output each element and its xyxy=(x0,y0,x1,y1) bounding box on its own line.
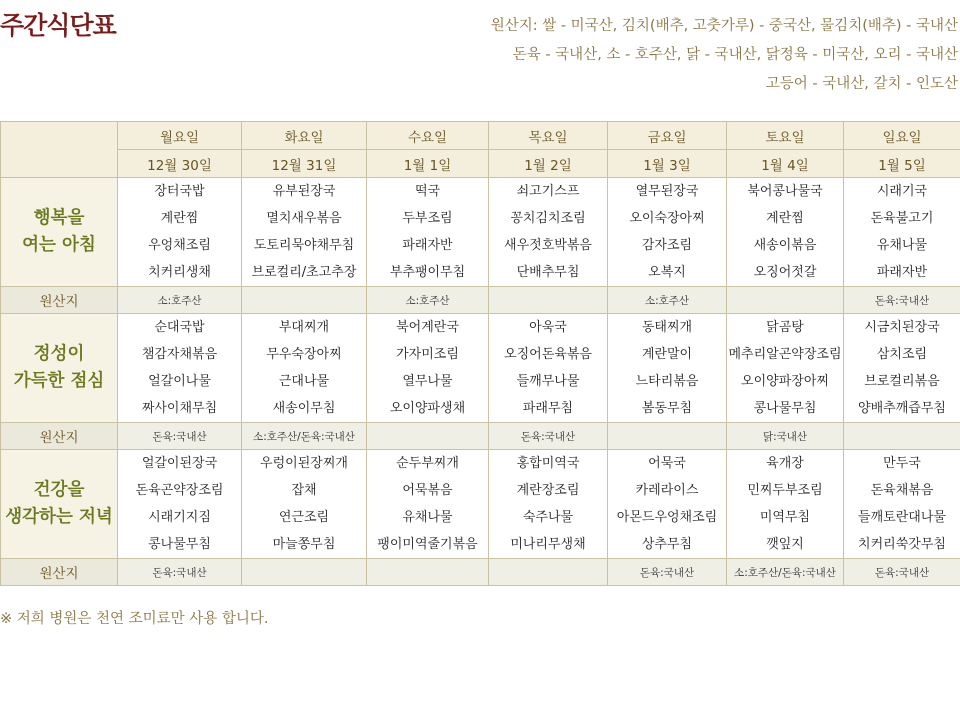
menu-cell xyxy=(242,178,367,287)
menu-item: 봄동무침 xyxy=(641,401,693,416)
menu-cell xyxy=(727,314,844,423)
meal-label-line: 가득한 점심 xyxy=(13,371,105,391)
menu-cell xyxy=(367,314,489,423)
menu-cell xyxy=(844,450,960,559)
origin-label: 원산지 xyxy=(1,287,118,314)
menu-item: 깻잎지 xyxy=(766,537,804,552)
origin-cell: 소:호주산 xyxy=(118,287,242,314)
origin-cell: 돈육:국내산 xyxy=(844,287,960,314)
menu-item: 계란장조림 xyxy=(516,483,580,498)
origin-cell xyxy=(367,423,489,450)
origin-cell xyxy=(727,287,844,314)
menu-item: 브로컬리볶음 xyxy=(864,374,940,389)
menu-item: 열무나물 xyxy=(402,374,453,389)
menu-item: 멸치새우볶음 xyxy=(266,211,342,226)
date-header: 1월 2일 xyxy=(489,150,608,178)
menu-item: 삼치조림 xyxy=(876,347,928,362)
origin-info-line: 원산지: 쌀 - 미국산, 김치(배추, 고춧가루) - 중국산, 물김치(배추) - 국내산 xyxy=(490,18,958,34)
menu-cell xyxy=(608,314,727,423)
menu-item: 들깨무나물 xyxy=(516,374,580,389)
date-header: 12월 30일 xyxy=(118,150,242,178)
menu-item: 상추무침 xyxy=(641,537,693,552)
date-header: 12월 31일 xyxy=(242,150,367,178)
meal-label-line: 건강을 xyxy=(33,480,85,500)
menu-cell xyxy=(727,450,844,559)
menu-item: 무우숙장아찌 xyxy=(266,347,342,362)
menu-item: 순대국밥 xyxy=(154,320,205,335)
menu-cell xyxy=(489,314,608,423)
menu-cell xyxy=(844,314,960,423)
menu-item: 새송이볶음 xyxy=(753,238,817,253)
origin-row xyxy=(1,559,960,586)
origin-info-line: 돈육 - 국내산, 소 - 호주산, 닭 - 국내산, 닭정육 - 미국산, 오리 - 국내산 xyxy=(512,47,958,63)
menu-item: 순두부찌개 xyxy=(396,456,459,471)
menu-item: 만두국 xyxy=(883,456,921,471)
menu-item: 숙주나물 xyxy=(522,510,574,525)
menu-item: 치커리생채 xyxy=(148,265,211,280)
menu-item: 근대나물 xyxy=(278,374,330,389)
menu-item: 육개장 xyxy=(766,456,804,471)
menu-cell xyxy=(367,450,489,559)
weekly-menu-table xyxy=(0,121,960,586)
menu-item: 시금치된장국 xyxy=(864,320,940,335)
day-header: 토요일 xyxy=(727,122,844,150)
day-header: 화요일 xyxy=(242,122,367,150)
menu-item: 미역무침 xyxy=(759,510,811,525)
menu-item: 우렁이된장찌개 xyxy=(260,456,348,471)
menu-item: 돈육채볶음 xyxy=(870,483,934,498)
menu-item: 계란말이 xyxy=(641,347,693,362)
menu-item: 파래자반 xyxy=(876,265,928,280)
menu-item: 홍합미역국 xyxy=(516,456,580,471)
menu-item: 연근조림 xyxy=(278,510,330,525)
menu-cell xyxy=(489,450,608,559)
menu-item: 파래자반 xyxy=(402,238,453,253)
menu-item: 파래무침 xyxy=(522,401,574,416)
date-header-row xyxy=(1,150,960,178)
day-header: 월요일 xyxy=(118,122,242,150)
menu-item: 계란찜 xyxy=(766,211,804,226)
origin-label: 원산지 xyxy=(1,559,118,586)
menu-item: 유채나물 xyxy=(876,238,928,253)
menu-item: 감자조림 xyxy=(641,238,693,253)
menu-item: 카레라이스 xyxy=(635,483,699,498)
date-header: 1월 1일 xyxy=(367,150,489,178)
date-header: 1월 4일 xyxy=(727,150,844,178)
meal-label-line: 여는 아침 xyxy=(22,235,96,255)
menu-item: 콩나물무침 xyxy=(753,401,817,416)
day-header: 금요일 xyxy=(608,122,727,150)
menu-item: 느타리볶음 xyxy=(635,374,699,389)
date-header: 1월 3일 xyxy=(608,150,727,178)
menu-item: 어묵볶음 xyxy=(402,483,453,498)
menu-item: 북어계란국 xyxy=(396,320,459,335)
menu-cell xyxy=(242,314,367,423)
meal-row xyxy=(1,178,960,287)
page-title: 주간식단표 xyxy=(0,11,116,40)
menu-item: 돈육불고기 xyxy=(870,211,934,226)
menu-cell xyxy=(489,178,608,287)
origin-cell: 돈육:국내산 xyxy=(608,559,727,586)
origin-info xyxy=(491,12,958,99)
meal-label-line: 행복을 xyxy=(33,208,85,228)
meal-row xyxy=(1,450,960,559)
menu-item: 시래기국 xyxy=(876,184,928,199)
menu-item: 우엉채조림 xyxy=(148,238,211,253)
menu-cell xyxy=(118,450,242,559)
menu-item: 민찌두부조림 xyxy=(747,483,823,498)
origin-cell: 소:호주산/돈육:국내산 xyxy=(727,559,844,586)
origin-cell: 닭:국내산 xyxy=(727,423,844,450)
origin-cell xyxy=(489,559,608,586)
origin-cell: 소:호주산 xyxy=(367,287,489,314)
origin-cell: 돈육:국내산 xyxy=(118,423,242,450)
origin-cell xyxy=(367,559,489,586)
meal-label xyxy=(1,450,118,559)
menu-item: 얼갈이된장국 xyxy=(141,456,218,471)
menu-item: 시래기지짐 xyxy=(148,510,211,525)
day-header: 수요일 xyxy=(367,122,489,150)
menu-cell xyxy=(118,314,242,423)
menu-item: 단배추무침 xyxy=(516,265,580,280)
corner-cell xyxy=(1,122,118,178)
menu-item: 쇠고기스프 xyxy=(516,184,580,199)
menu-item: 오이양파생채 xyxy=(389,401,466,416)
meal-label-line: 생각하는 저녁 xyxy=(5,507,113,527)
menu-item: 열무된장국 xyxy=(635,184,699,199)
menu-cell xyxy=(727,178,844,287)
menu-item: 계란찜 xyxy=(160,211,199,226)
origin-cell: 돈육:국내산 xyxy=(118,559,242,586)
menu-item: 오징어젓갈 xyxy=(753,265,817,280)
day-header: 일요일 xyxy=(844,122,960,150)
menu-item: 치커리쑥갓무침 xyxy=(858,537,946,552)
menu-item: 팽이미역줄기볶음 xyxy=(377,537,478,552)
menu-item: 잡채 xyxy=(291,483,317,498)
menu-item: 오이양파장아찌 xyxy=(741,374,829,389)
menu-cell xyxy=(608,178,727,287)
origin-row xyxy=(1,423,960,450)
menu-item: 유채나물 xyxy=(402,510,453,525)
menu-item: 장터국밥 xyxy=(154,184,205,199)
menu-item: 양배추깨즙무침 xyxy=(858,401,946,416)
menu-item: 오이숙장아찌 xyxy=(629,211,705,226)
menu-item: 콩나물무침 xyxy=(148,537,211,552)
menu-item: 오복지 xyxy=(648,265,686,280)
menu-item: 챔감자채볶음 xyxy=(141,347,218,362)
day-header: 목요일 xyxy=(489,122,608,150)
menu-item: 아욱국 xyxy=(529,320,567,335)
menu-item: 새우젓호박볶음 xyxy=(504,238,592,253)
origin-cell xyxy=(844,423,960,450)
origin-cell xyxy=(489,287,608,314)
menu-item: 두부조림 xyxy=(402,211,453,226)
menu-cell xyxy=(367,178,489,287)
menu-item: 닭곰탕 xyxy=(766,320,804,335)
menu-item: 메추리알곤약장조림 xyxy=(728,347,842,362)
menu-item: 꽁치김치조림 xyxy=(510,211,586,226)
date-header: 1월 5일 xyxy=(844,150,960,178)
menu-item: 가자미조림 xyxy=(396,347,459,362)
menu-item: 마늘쫑무침 xyxy=(272,537,336,552)
menu-item: 미나리무생채 xyxy=(510,537,586,552)
meal-row xyxy=(1,314,960,423)
menu-item: 짜사이채무침 xyxy=(141,401,218,416)
menu-item: 도토리묵야채무침 xyxy=(253,238,355,253)
day-header-row xyxy=(1,122,960,150)
menu-item: 부대찌개 xyxy=(278,320,330,335)
menu-item: 얼갈이나물 xyxy=(148,374,211,389)
meal-label xyxy=(1,178,118,287)
origin-cell: 돈육:국내산 xyxy=(844,559,960,586)
footnote: ※ 저희 병원은 천연 조미료만 사용 합니다. xyxy=(0,611,269,627)
origin-cell: 돈육:국내산 xyxy=(489,423,608,450)
menu-item: 북어콩나물국 xyxy=(747,184,823,199)
menu-item: 브로컬리/초고추장 xyxy=(251,265,357,280)
menu-item: 어묵국 xyxy=(648,456,686,471)
menu-cell xyxy=(608,450,727,559)
origin-cell xyxy=(242,559,367,586)
menu-cell xyxy=(242,450,367,559)
menu-item: 부추팽이무침 xyxy=(389,265,466,280)
origin-cell: 소:호주산 xyxy=(608,287,727,314)
menu-item: 동태찌개 xyxy=(641,320,693,335)
menu-item: 떡국 xyxy=(414,184,441,199)
origin-row xyxy=(1,287,960,314)
origin-cell: 소:호주산/돈육:국내산 xyxy=(242,423,367,450)
origin-cell xyxy=(608,423,727,450)
origin-info-line: 고등어 - 국내산, 갈치 - 인도산 xyxy=(765,76,958,92)
meal-label-line: 정성이 xyxy=(33,344,85,364)
meal-label xyxy=(1,314,118,423)
origin-cell xyxy=(242,287,367,314)
menu-item: 새송이무침 xyxy=(272,401,336,416)
menu-item: 오징어돈육볶음 xyxy=(504,347,592,362)
menu-cell xyxy=(844,178,960,287)
menu-item: 돈육곤약장조림 xyxy=(135,483,224,498)
origin-label: 원산지 xyxy=(1,423,118,450)
menu-item: 유부된장국 xyxy=(272,184,336,199)
menu-item: 들깨토란대나물 xyxy=(858,510,946,525)
menu-cell xyxy=(118,178,242,287)
menu-item: 아몬드우엉채조림 xyxy=(616,510,718,525)
